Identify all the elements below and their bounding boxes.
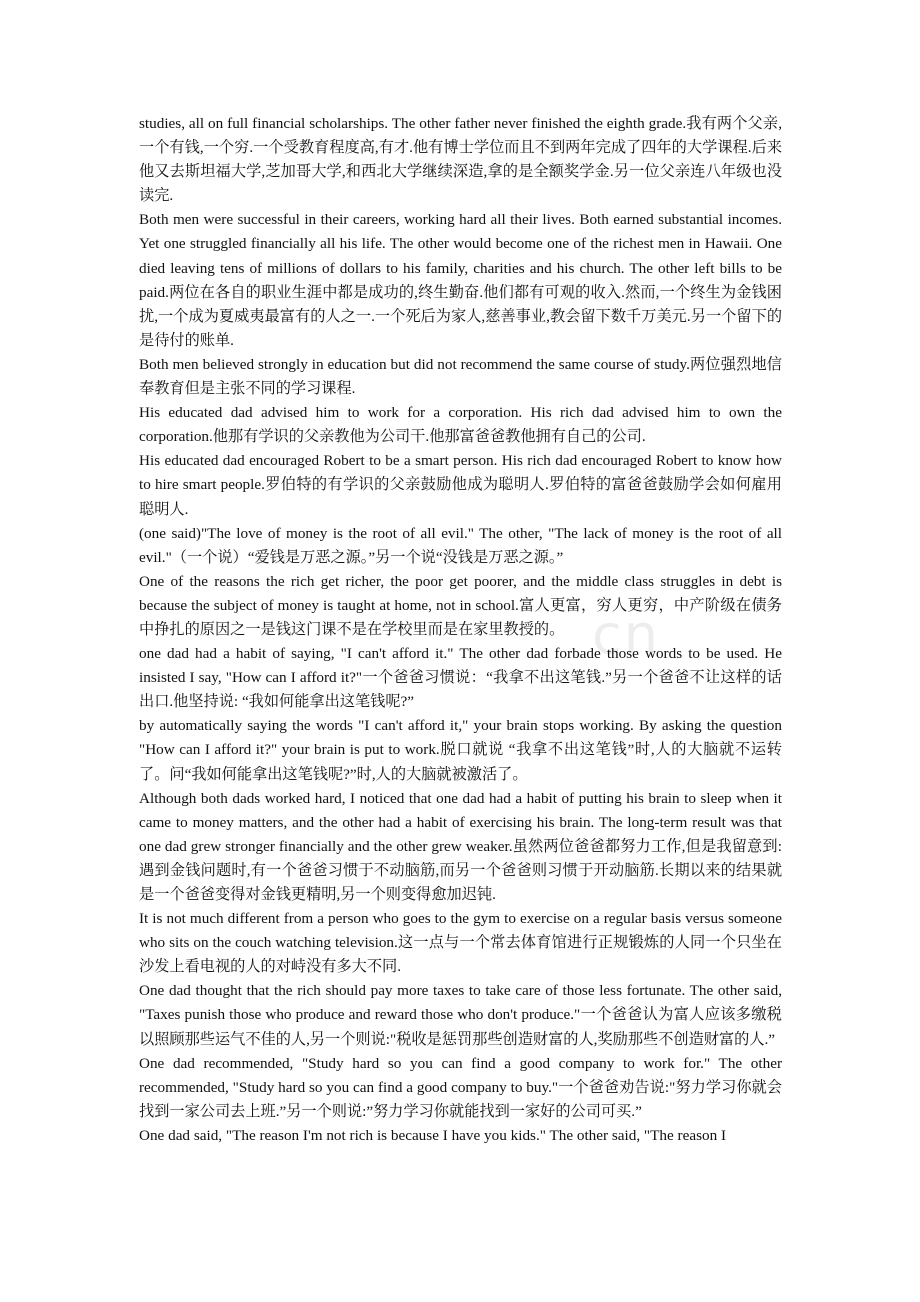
paragraph-8: one dad had a habit of saying, "I can't afford it." The other dad forbade those words to be used. He insisted I say, "How can I afford it?"一个爸爸习惯说：“我拿不出这笔钱.”另一个爸爸不让这样的话出口.他坚持说: “我如何能拿出这笔钱呢?” (139, 645, 782, 711)
paragraph-5: His educated dad encouraged Robert to be a smart person. His rich dad encouraged Robert to know how to hire smart people.罗伯特的有学识的父亲鼓励他成为聪明人.罗伯特的富爸爸鼓励学会如何雇用聪明人. (139, 452, 782, 518)
paragraph-11: It is not much different from a person who goes to the gym to exercise on a regular basis versus someone who sits on the couch watching television.这一点与一个常去体育馆进行正规锻炼的人同一个只坐在沙发上看电视的人的对峙没有多大不同. (139, 910, 782, 976)
paragraph-14: One dad said, "The reason I'm not rich is because I have you kids." The other said, "The reason I (139, 1126, 727, 1144)
paragraph-9: by automatically saying the words "I can't afford it," your brain stops working. By asking the question "How can I afford it?" your brain is put to work.脱口就说 “我拿不出这笔钱”时,人的大脑就不运转了。问“我如何能拿出这笔钱呢?”时,人的大脑就被激活了。 (139, 717, 782, 783)
paragraph-1: studies, all on full financial scholarships. The other father never finished the eighth grade.我有两个父亲,一个有钱,一个穷.一个受教育程度高,有才.他有博士学位而且不到两年完成了四年的大学课程.后来他又去斯坦福大学,芝加哥大学,和西北大学继续深造,拿的是全额奖学金.另一位父亲连八年级也没读完. (139, 115, 782, 205)
watermark: cn (592, 603, 660, 666)
paragraph-13: One dad recommended, "Study hard so you can find a good company to work for." The other recommended, "Study hard so you can find a good company to buy."一个爸爸劝告说:"努力学习你就会找到一家公司去上班.”另一个则说:”努力学习你就能找到一家好的公司可买.” (139, 1054, 782, 1120)
paragraph-7: One of the reasons the rich get richer, the poor get poorer, and the middle class struggles in debt is because the subject of money is taught at home, not in school.富人更富，穷人更穷，中产阶级在债务中挣扎的原因之一是钱这门课不是在学校里而是在家里教授的。 (139, 572, 782, 638)
paragraph-4: His educated dad advised him to work for a corporation. His rich dad advised him to own the corporation.他那有学识的父亲教他为公司干.他那富爸爸教他拥有自己的公司. (139, 404, 782, 446)
paragraph-6: (one said)"The love of money is the root of all evil." The other, "The lack of money is the root of all evil."（一个说）“爱钱是万恶之源。”另一个说“没钱是万恶之源。” (139, 524, 782, 566)
paragraph-3: Both men believed strongly in education but did not recommend the same course of study.两位强烈地信奉教育但是主张不同的学习课程. (139, 355, 782, 398)
paragraph-12: One dad thought that the rich should pay more taxes to take care of those less fortunate. The other said, "Taxes punish those who produce and reward those who don't produce."一个爸爸认为富人应该多缴税以照顾那些运气不佳的人,另一个则说:"税收是惩罚那些创造财富的人,奖励那些不创造财富的人.” (139, 982, 782, 1048)
paragraph-10: Although both dads worked hard, I noticed that one dad had a habit of putting his brain to sleep when it came to money matters, and the other had a habit of exercising his brain. The long-term result was that one dad grew stronger financially and the other grew weaker.虽然两位爸爸都努力工作,但是我留意到:遇到金钱问题时,有一个爸爸习惯于不动脑筋,而另一个爸爸则习惯于开动脑筋.长期以来的结果就是一个爸爸变得对金钱更精明,另一个则变得愈加迟钝. (139, 789, 782, 903)
paragraph-2: Both men were successful in their careers, working hard all their lives. Both earned substantial incomes. Yet one struggled financially all his life. The other would become one of the richest men in Hawaii. One died leaving tens of millions of dollars to his family, charities and his church. The other left bills to be paid.两位在各自的职业生涯中都是成功的,终生勤奋.他们都有可观的收入.然而,一个终生为金钱困扰,一个成为夏威夷最富有的人之一.一个死后为家人,慈善事业,教会留下数千万美元.另一个留下的是待付的账单. (139, 211, 782, 349)
document-page (139, 112, 782, 1148)
